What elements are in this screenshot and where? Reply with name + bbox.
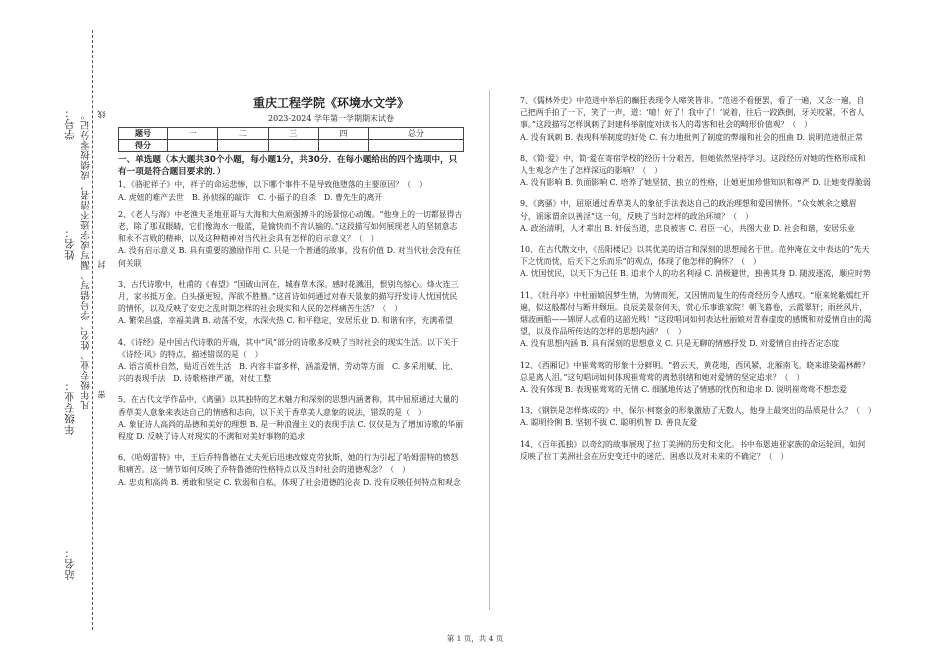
- question-options: A. 没有影响 B. 负面影响 C. 培养了她坚韧、独立的性格，让她更加珍惜知识和尊严 D. 让她变得脆弱: [520, 178, 871, 188]
- question-options: A. 没有体现 B. 表现崔莺莺的无情 C. 细腻地传达了情感的忧伤和追求 D. 说明崔莺莺不想恋爱: [520, 385, 848, 395]
- question-options: A. 聪明伶俐 B. 坚韧不拔 C. 聪明机智 D. 善良友爱: [520, 418, 698, 428]
- question-stem: 13、《钢铁是怎样炼成的》中，保尔·柯察金的形象激励了无数人，他身上最突出的品质是什么？（ ）: [520, 406, 876, 416]
- question-options: A. 没有讽刺 B. 表现科举制度的好处 C. 有力地批判了制度的弊端和社会的扭曲 D. 说明范进很正常: [520, 132, 863, 142]
- question-stem: 11、《牡丹亭》中杜丽娘因梦生情，为情而死，又因情而复生的传奇经历令人感叹。“原来姹紫嫣红开遍，似这般都付与断井颓垣。良辰美景奈何天，赏心乐事谁家院！朝飞暮卷，云霞翠轩；雨丝风片，烟波画船——锦屏人忒看的这韶光贱！”这段唱词如何表达杜丽娘对青春虚度的感慨和对爱情自由的渴望，以及作品所传达的怎样的思想内涵？（ ）: [520, 290, 872, 337]
- question-stem: 14、《百年孤独》以奇幻的故事展现了拉丁美洲的历史和文化。书中布恩迪亚家族的命运轮回，如何反映了拉丁美洲社会在历史变迁中的迷茫、困惑以及对未来的不确定？（ ）: [520, 439, 866, 461]
- score-cell: [168, 140, 218, 152]
- score-header-cell: 题号: [119, 128, 168, 140]
- student-id-label: 学号：: [64, 107, 76, 140]
- column-separator: [489, 90, 490, 610]
- question-options: A. 象征诗人高尚的品德和美好的理想 B. 是一种浪漫主义的表现手法 C. 仅仅是为了增加诗歌的华丽程度 D. 反映了诗人对现实的不满和对美好事物的追求: [118, 419, 464, 442]
- question-options: A. 虎妞的难产去世 B. 孙侦探的敲诈 C. 小福子的自杀 D. 曹先生的离开: [118, 192, 383, 202]
- question-options: A. 政治清明，人才辈出 B. 奸佞当道，忠良被害 C. 君臣一心，共图大业 D. 社会和谐，安居乐业: [520, 223, 855, 233]
- binding-xian: 线: [97, 110, 106, 119]
- question-stem: 4、《诗经》是中国古代诗歌的开端，其中“风”部分的诗歌多反映了当时社会的现实生活。以下关于《诗经·风》的特点，描述错误的是（ ）: [118, 337, 459, 359]
- binding-warning: 凡年级专业、姓名、学号错写、漏写或字迹不清者，成绩按零分记。: [81, 110, 92, 410]
- question: [118, 209, 464, 270]
- score-header-cell: 四: [318, 128, 368, 140]
- question-stem: 12、《西厢记》中崔莺莺的形象十分鲜明。“碧云天，黄花地，西风紧，北雁南飞。晓来谁染霜林醉？总是离人泪。”这句唱词如何体现崔莺莺的离愁别绪和她对爱情的坚定追求？（ ）: [520, 360, 870, 382]
- question-options: A. 语言质朴自然，贴近百姓生活 B. 内容丰富多样，涵盖爱情、劳动等方面 C. 多采用赋、比、兴的表现手法 D. 诗歌格律严谨，对仗工整: [118, 362, 459, 384]
- question-stem: 9、《离骚》中，屈原通过香草美人的象征手法表达自己的政治理想和爱国情怀。“众女嫉余之蛾眉兮，谣诼谓余以善淫”这一句，反映了当时怎样的政治环境？（ ）: [520, 199, 857, 221]
- score-header-cell: 二: [218, 128, 268, 140]
- exam-subtitle: 2023-2024 学年第一学期期末试卷: [268, 114, 394, 124]
- left-column: [118, 95, 464, 489]
- question-stem: 5、在古代文学作品中，《离骚》以其独特的艺术魅力和深刻的思想内涵著称，其中屈原通过大量的香草美人意象来表达自己的情感和志向，以下关于香草美人意象的说法，错误的是（ ）: [118, 395, 459, 417]
- question: [520, 244, 872, 281]
- question: [118, 279, 464, 328]
- major-label: 年级专业：: [64, 380, 76, 435]
- question-options: A. 没有启示意义 B. 具有重要的激励作用 C. 只是一个普通的故事，没有价值 D. 对当代社会没有任何关联: [118, 246, 461, 268]
- question: [118, 179, 464, 203]
- question: [520, 405, 876, 429]
- question-options: A. 忠贞和高尚 B. 勇敢和坚定 C. 软弱和自私，体现了社会道德的沦丧 D. 没有反映任何特点和观念: [118, 477, 461, 487]
- question: [520, 290, 872, 351]
- exam-title: 重庆工程学院《环境水文学》: [252, 96, 409, 110]
- question: [118, 394, 464, 443]
- name-label: 姓名：: [64, 227, 76, 260]
- question: [118, 452, 464, 489]
- score-cell: [369, 140, 464, 152]
- score-header-cell: 一: [168, 128, 218, 140]
- question: [520, 198, 872, 235]
- binding-margin: [0, 0, 105, 672]
- score-row-label: 得分: [119, 140, 168, 152]
- question: [520, 439, 872, 463]
- question-options: A. 没有思想内涵 B. 具有深刻的思想意义 C. 只是无聊的情感抒发 D. 对爱情自由持否定态度: [520, 339, 840, 349]
- question-stem: 1、《骆驼祥子》中，祥子的命运悲惨，以下哪个事件不是导致他堕落的主要原因？（ ）: [118, 180, 427, 190]
- right-column: [520, 95, 876, 463]
- question-options: A. 忧国忧民，以天下为己任 B. 追求个人的功名利禄 C. 消极避世，独善其身 D. 随波逐流，顺应时势: [520, 269, 871, 279]
- score-table-row: [119, 140, 464, 152]
- question: [520, 95, 872, 144]
- question-stem: 7、《儒林外史》中范进中举后的癫狂表现令人啼笑皆非。“范进不看便罢，看了一遍，又念一遍，自己把两手拍了一下，笑了一声，道：‘噫！好了！我中了！’说着，往后一跤跌倒，牙关咬紧，不省人事。”这段描写怎样讽刺了封建科举制度对读书人的毒害和社会的畸形价值观？（ ）: [520, 96, 865, 130]
- section-title: 一、单选题（本大题共30个小题，每小题1分，共30分．在每小题给出的四个选项中，只有一项是符合题目要求的．）: [118, 155, 458, 178]
- question-stem: 8、《简·爱》中，简·爱在寄宿学校的经历十分艰苦，但她依然坚持学习。这段经历对她的性格形成和人生观念产生了怎样深远的影响？（ ）: [520, 153, 866, 176]
- page-footer: 第 1 页，共 4 页: [446, 634, 504, 643]
- binding-feng: 封: [97, 260, 106, 269]
- score-header-cell: 三: [268, 128, 318, 140]
- score-header-cell: 总分: [369, 128, 464, 140]
- question-stem: 2、《老人与海》中老渔夫圣地亚哥与大海和大鱼顽强搏斗的场景惊心动魄。“他身上的一切都显得古老，除了那双眼睛，它们像海水一般蓝，是愉快而不肯认输的。”这段描写如何展现老人的坚韧意志和永不言败的精神，以及这种精神对当代社会具有怎样的启示意义？（ ）: [118, 209, 463, 244]
- question-stem: 6、《哈姆雷特》中，王后乔特鲁德在丈夫死后迅速改嫁克劳狄斯，她的行为引起了哈姆雷特的愤怒和痛苦。这一情节如何反映了乔特鲁德的性格特点以及当时社会的道德观念？（ ）: [118, 453, 459, 475]
- question: [118, 337, 464, 386]
- question-stem: 3、古代诗歌中，杜甫的《春望》“国破山河在，城春草木深。感时花溅泪，恨别鸟惊心。烽火连三月，家书抵万金。白头搔更短，浑欲不胜簪。”这首诗如何通过对春天景象的描写抒发诗人忧国忧民的情怀，以及反映了安史之乱时期怎样的社会现实和人民的怎样痛苦生活？（ ）: [118, 279, 459, 314]
- score-table-header-row: [119, 128, 464, 140]
- score-cell: [268, 140, 318, 152]
- question-stem: 10、在古代散文中，《岳阳楼记》以其优美的语言和深刻的思想闻名于世。范仲淹在文中表达的“先天下之忧而忧，后天下之乐而乐”的观点，体现了他怎样的胸怀？（ ）: [520, 245, 870, 267]
- binding-mi: 密: [97, 390, 106, 399]
- score-cell: [318, 140, 368, 152]
- question: [520, 153, 872, 190]
- question: [520, 360, 872, 397]
- question-options: A. 繁荣昌盛，幸福美满 B. 动荡不安，水深火热 C. 和平稳定，安居乐业 D. 和谐有序，充满希望: [118, 316, 453, 326]
- station-label: 站名：: [64, 547, 76, 580]
- score-cell: [218, 140, 268, 152]
- score-table: [118, 127, 464, 152]
